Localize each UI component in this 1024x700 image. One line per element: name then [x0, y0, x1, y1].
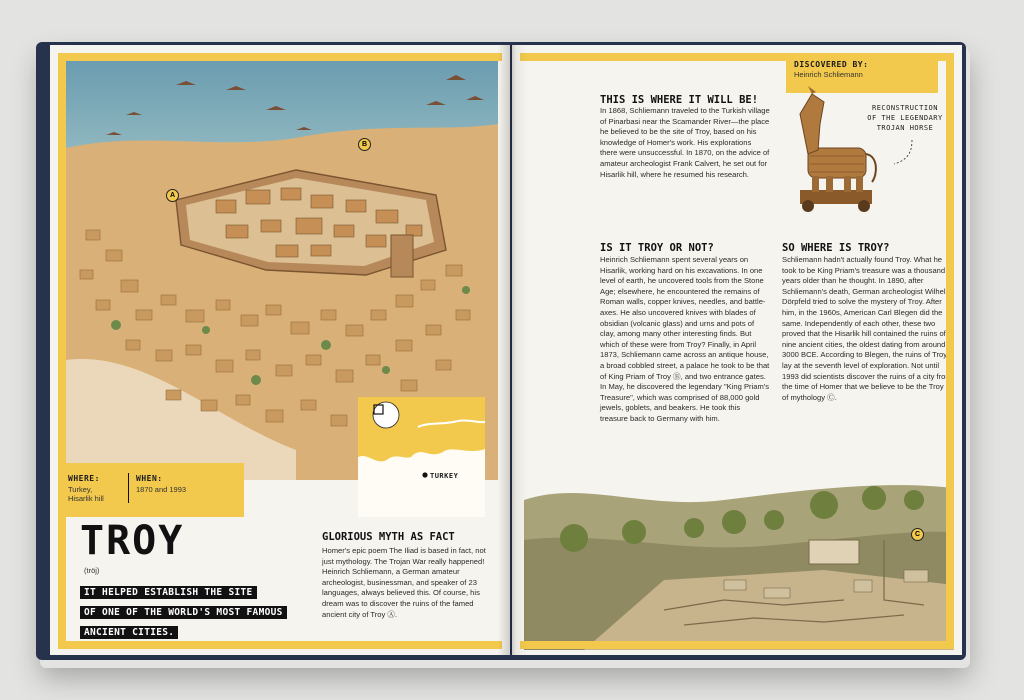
section-heading-glorious-myth: GLORIOUS MYTH AS FACT [322, 531, 455, 543]
subtitle-block [80, 582, 310, 642]
subtitle-line-2: OF ONE OF THE WORLD'S MOST FAMOUS [80, 606, 287, 619]
horse-caption-line-3: TROJAN HORSE [876, 124, 934, 132]
section-text-this-is-where: In 1868, Schliemann traveled to the Turkish village of Pinarbasi near the Scamander River—the place he believed to be the site of Troy, based on his knowledge of Homer's work. His explorations there were unsuccessful. In 1870, on the advice of amateur archeologist Frank Calvert, he set out for Hisarlik hill, where he resumed his research. [600, 106, 770, 179]
section-text-glorious-myth: Homer's epic poem The Iliad is based in fact, not just mythology. The Trojan War really happened! Heinrich Schliemann, a German amateur archeologist, businessman, and speaker of 23 languages, always believed this. Of course, his dream was to discover the ruins of the famed ancient city of Troy Ⓐ. [322, 546, 486, 619]
turkey-locator-map [358, 397, 485, 517]
subtitle-line-1: IT HELPED ESTABLISH THE SITE [80, 586, 257, 599]
when-value: 1870 and 1993 [136, 485, 187, 494]
horse-caption [860, 103, 950, 133]
where-when-divider [128, 473, 129, 503]
section-heading-this-is-where: THIS IS WHERE IT WILL BE! [600, 94, 759, 106]
troy-ruins-illustration [524, 460, 954, 650]
horse-caption-line-1: RECONSTRUCTION [871, 104, 938, 112]
discovered-by-value: Heinrich Schliemann [794, 70, 863, 79]
subtitle-line-3: ANCIENT CITIES. [80, 626, 178, 639]
marker-a: A [166, 189, 179, 202]
marker-b: B [358, 138, 371, 151]
page-title: TROY [80, 518, 185, 564]
section-text-is-it-troy: Heinrich Schliemann spent several years on Hisarlik, working hard on his excavations. In one level of earth, he uncovered tools from the Stone Age; elsewhere, he encountered the remains of Roman walls, copper knives, needles, and battle-axes. He also uncovered knives with blades of obsidian (volcanic glass) and urns and pots of clay, among many other interesting finds. But which of these were from Troy? Finally, in April 1873, Schliemann came across an antique house, a broad cobbled street, a palace he took to be that of King Priam of Troy Ⓑ, and two entrance gates. In May, he discovered the legendary "King Priam's Treasure", which was comprised of 88,000 gold jewels, goblets, and beakers. He took this treasure back to Germany with him. [600, 255, 770, 423]
section-heading-is-it-troy: IS IT TROY OR NOT? [600, 242, 714, 254]
section-heading-so-where-is-troy: SO WHERE IS TROY? [782, 242, 890, 254]
horse-caption-pointer [890, 138, 920, 168]
section-text-so-where-is-troy: Schliemann hadn't actually found Troy. What he took to be King Priam's treasure was a thousand years older than he thought. In 1890, after Schliemann's death, German archeologist Wilhelm Dörpfeld tried to solve the mystery of Troy. After him, in the 1960s, American Carl Blegen did the same. Independently of each other, these two proved that the Hisarlik hill contained the ruins of nine ancient cities, the oldest dating from around 3000 BCE. According to Blegen, the ruins of Troy lay at the seventh level of exploration. Not until 1993 did scientists discover the ruins of a city from the time of Homer that we believe to be the Troy of mythology Ⓒ. [782, 255, 952, 402]
when-label: WHEN: [136, 474, 163, 483]
map-label-turkey: TURKEY [430, 472, 459, 480]
pronunciation: (tröj) [84, 566, 100, 575]
marker-c: C [911, 528, 924, 541]
where-value-line2: Hisarlik hill [68, 494, 104, 503]
page-number-left: 26 [72, 641, 81, 650]
horse-caption-line-2: OF THE LEGENDARY [867, 114, 943, 122]
page-number-right: 27 [935, 641, 944, 650]
discovered-by-label: DISCOVERED BY: [794, 60, 869, 69]
where-label: WHERE: [68, 474, 100, 483]
where-value-line1: Turkey, [68, 485, 93, 494]
